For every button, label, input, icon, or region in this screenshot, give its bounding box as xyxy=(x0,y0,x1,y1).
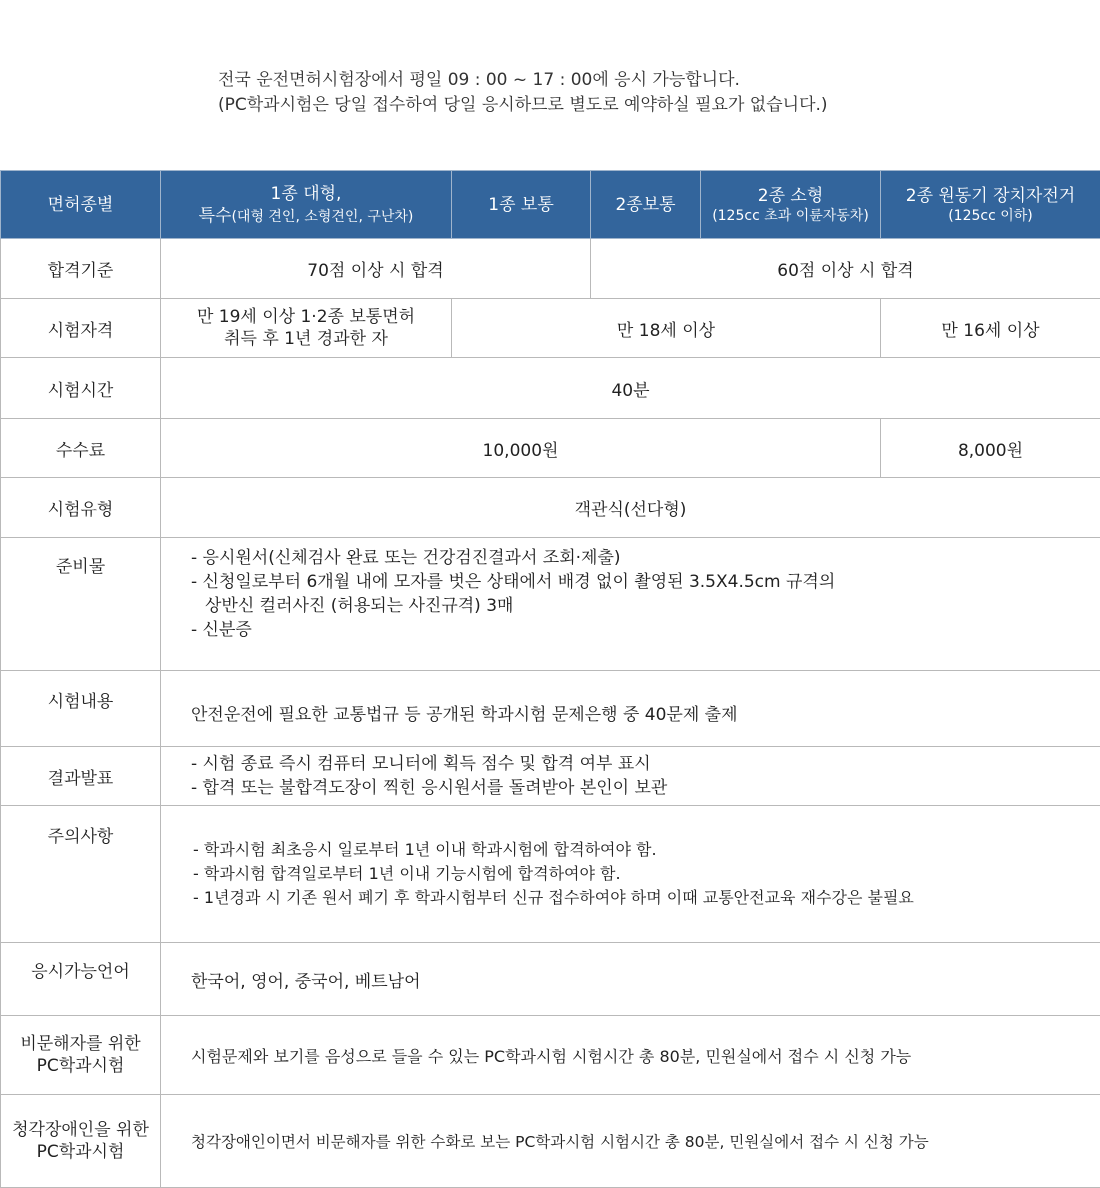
list-item: - 합격 또는 불합격도장이 찍힌 응시원서를 돌려받아 본인이 보관 xyxy=(191,776,1100,800)
header-class1-large: 1종 대형, 특수(대형 견인, 소형견인, 구난차) xyxy=(161,171,452,239)
row-label-language: 응시가능언어 xyxy=(1,943,161,1016)
row-label-prep: 준비물 xyxy=(1,538,161,671)
header-class2-small: 2종 소형 (125cc 초과 이륜자동차) xyxy=(701,171,881,239)
result-list xyxy=(161,747,1100,806)
row-label-time: 시험시간 xyxy=(1,358,161,419)
row-label-type: 시험유형 xyxy=(1,478,161,538)
deaf-value: 청각장애인이면서 비문해자를 위한 수화로 보는 PC학과시험 시험시간 총 80분, 민원실에서 접수 시 신청 가능 xyxy=(161,1095,1100,1188)
row-label-illiterate: 비문해자를 위한 PC학과시험 xyxy=(1,1016,161,1095)
exam-time-value: 40분 xyxy=(161,358,1100,419)
table-row xyxy=(1,478,1100,538)
table-row xyxy=(1,358,1100,419)
intro-text xyxy=(218,68,828,118)
table-row xyxy=(1,538,1100,671)
header-class2-normal: 2종보통 xyxy=(591,171,701,239)
fee-moped: 8,000원 xyxy=(881,419,1100,478)
list-item: - 학과시험 합격일로부터 1년 이내 기능시험에 합격하여야 함. xyxy=(193,862,1100,886)
table-row xyxy=(1,943,1100,1016)
table-row xyxy=(1,1016,1100,1095)
header-license-type: 면허종별 xyxy=(1,171,161,239)
list-item: - 신청일로부터 6개월 내에 모자를 벗은 상태에서 배경 없이 촬영된 3.5X4.5cm 규격의 xyxy=(191,570,1100,594)
table-row xyxy=(1,419,1100,478)
list-item: - 응시원서(신체검사 완료 또는 건강검진결과서 조회·제출) xyxy=(191,546,1100,570)
row-label-content: 시험내용 xyxy=(1,671,161,747)
illiterate-value: 시험문제와 보기를 음성으로 들을 수 있는 PC학과시험 시험시간 총 80분, 민원실에서 접수 시 신청 가능 xyxy=(161,1016,1100,1095)
table-row xyxy=(1,1095,1100,1188)
exam-info-table xyxy=(0,170,1100,1188)
pass-criteria-class2: 60점 이상 시 합격 xyxy=(591,239,1100,299)
table-row xyxy=(1,239,1100,299)
qualification-18: 만 18세 이상 xyxy=(452,299,881,358)
qualification-16: 만 16세 이상 xyxy=(881,299,1100,358)
row-label-fee: 수수료 xyxy=(1,419,161,478)
pass-criteria-class1: 70점 이상 시 합격 xyxy=(161,239,591,299)
notice-list xyxy=(161,806,1100,943)
row-label-result: 결과발표 xyxy=(1,747,161,806)
row-label-pass: 합격기준 xyxy=(1,239,161,299)
exam-content-value: 안전운전에 필요한 교통법규 등 공개된 학과시험 문제은행 중 40문제 출제 xyxy=(161,671,1100,747)
language-value: 한국어, 영어, 중국어, 베트남어 xyxy=(161,943,1100,1016)
list-item: - 1년경과 시 기존 원서 폐기 후 학과시험부터 신규 접수하여야 하며 이때 교통안전교육 재수강은 불필요 xyxy=(193,886,1100,910)
prep-list xyxy=(161,538,1100,671)
header-class1-normal: 1종 보통 xyxy=(452,171,591,239)
list-item: 상반신 컬러사진 (허용되는 사진규격) 3매 xyxy=(191,594,1100,618)
fee-general: 10,000원 xyxy=(161,419,881,478)
table-header-row xyxy=(1,171,1100,239)
table-row xyxy=(1,671,1100,747)
row-label-deaf: 청각장애인을 위한 PC학과시험 xyxy=(1,1095,161,1188)
table-row xyxy=(1,747,1100,806)
intro-line-2: (PC학과시험은 당일 접수하여 당일 응시하므로 별도로 예약하실 필요가 없습니다.) xyxy=(218,93,828,118)
list-item: - 시험 종료 즉시 컴퓨터 모니터에 획득 점수 및 합격 여부 표시 xyxy=(191,752,1100,776)
list-item: - 신분증 xyxy=(191,618,1100,642)
row-label-notice: 주의사항 xyxy=(1,806,161,943)
table-row xyxy=(1,806,1100,943)
intro-line-1: 전국 운전면허시험장에서 평일 09 : 00 ~ 17 : 00에 응시 가능합니다. xyxy=(218,68,828,93)
row-label-qualification: 시험자격 xyxy=(1,299,161,358)
table-row xyxy=(1,299,1100,358)
header-class2-moped: 2종 원동기 장치자전거 (125cc 이하) xyxy=(881,171,1100,239)
exam-type-value: 객관식(선다형) xyxy=(161,478,1100,538)
list-item: - 학과시험 최초응시 일로부터 1년 이내 학과시험에 합격하여야 함. xyxy=(193,838,1100,862)
qualification-class1-large: 만 19세 이상 1·2종 보통면허 취득 후 1년 경과한 자 xyxy=(161,299,452,358)
